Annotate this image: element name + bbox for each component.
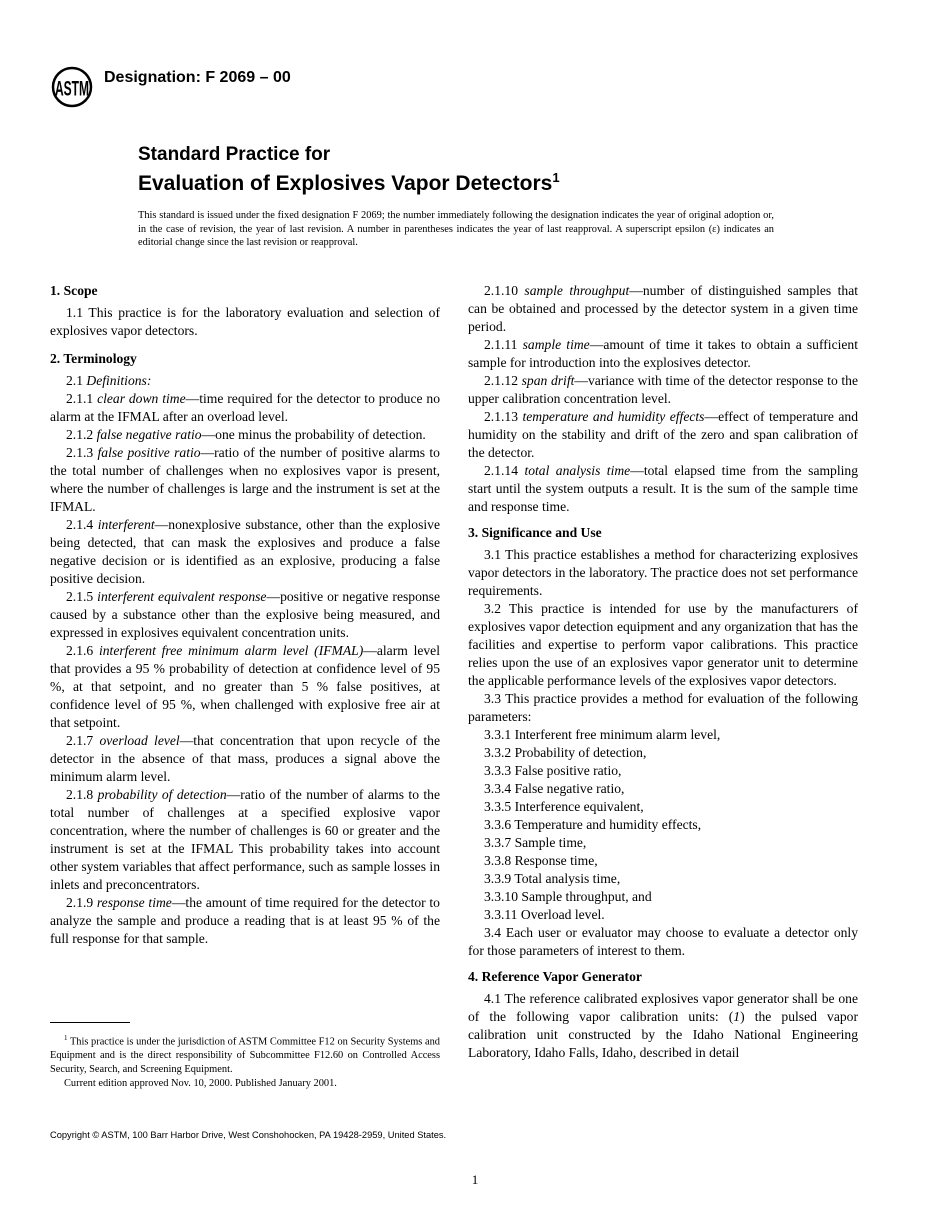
definition-2-1-9: 2.1.9 response time—the amount of time required for the detector to analyze the sample and produce a reading that is at least 95 % of the full response for that sample. [50, 895, 440, 946]
reference-number: 1 [733, 1009, 741, 1024]
paragraph-2-1: 2.1 Definitions: [66, 373, 152, 388]
definition-2-1-3: 2.1.3 false positive ratio—ratio of the number of positive alarms to the total number of challenges when no explosives vapor is present, where the number of challenges is large and the instrument is set at the IFMAL. [50, 445, 440, 514]
document-title [138, 144, 560, 196]
section-heading-significance: 3. Significance and Use [468, 525, 602, 540]
footnote-mark: 1 [64, 1034, 68, 1042]
standard-notice: This standard is issued under the fixed designation F 2069; the number immediately following the designation indicates the year of original adoption or, in the case of revision, the year of last revision. A number in parentheses indicates the year of last reapproval. A superscript epsilon (ε) indicates an editorial change since the last revision or reapproval. [138, 210, 774, 248]
page-number: 1 [471, 1172, 479, 1187]
definition-2-1-14: 2.1.14 total analysis time—total elapsed time from the sampling start until the system outputs a result. It is the sum of the sample time and response time. [468, 463, 858, 514]
section-heading-terminology: 2. Terminology [50, 351, 137, 366]
footnote [50, 1031, 440, 1091]
footnote-text: $^1$ This practice is under the jurisdiction of ASTM Committee F12 on Security Systems and Equipment and is the direct responsibility of Subcommittee F12.60 on Controlled Access Security, Search, and Screening Equipment. [50, 1034, 440, 1076]
definition-2-1-11: 2.1.11 sample time—amount of time it takes to obtain a sufficient sample for introduction into the explosives detector. [468, 337, 858, 370]
section-heading-scope: 1. Scope [50, 283, 98, 298]
title-line-1: Standard Practice for [138, 144, 331, 165]
definition-2-1-2: 2.1.2 false negative ratio—one minus the probability of detection. [66, 427, 426, 442]
astm-logo [48, 66, 96, 108]
paragraph-3-4: 3.4 Each user or evaluator may choose to evaluate a detector only for those parameters of interest to them. [468, 925, 858, 958]
paragraph-3-3: 3.3 This practice provides a method for evaluation of the following parameters: [468, 691, 858, 724]
list-item: 3.3.11 Overload level. [484, 907, 605, 922]
definition-2-1-12: 2.1.12 span drift—variance with time of the detector response to the upper calibration concentration level. [468, 373, 858, 406]
definition-2-1-6: 2.1.6 interferent free minimum alarm level (IFMAL)—alarm level that provides a 95 % probability of detection at confidence level of 95 %, at that setpoint, and no greater than 5 % false positives, at confidence level of 95 %, when challenged with explosive free air at that setpoint. [50, 643, 440, 730]
designation: Designation: F 2069 – 00 [104, 69, 291, 86]
left-column [50, 282, 440, 948]
right-column [468, 282, 858, 1062]
title-footnote-mark: 1 [552, 170, 560, 185]
list-item: 3.3.9 Total analysis time, [484, 871, 621, 886]
copyright: Copyright © ASTM, 100 Barr Harbor Drive, West Conshohocken, PA 19428-2959, United States. [50, 1130, 447, 1140]
footnote-edition: Current edition approved Nov. 10, 2000. Published January 2001. [64, 1078, 337, 1090]
list-item: 3.3.4 False negative ratio, [484, 781, 625, 796]
definition-2-1-10: 2.1.10 sample throughput—number of distinguished samples that can be obtained and processed by the detector system in a given time period. [468, 283, 859, 334]
list-item: 3.3.3 False positive ratio, [484, 763, 622, 778]
paragraph-4-1: 4.1 The reference calibrated explosives vapor generator shall be one of the following vapor calibration units: (1) the pulsed vapor calibration unit constructed by the Idaho National Engineering Laboratory, Idaho Falls, Idaho, described in detail [468, 991, 858, 1060]
list-item: 3.3.2 Probability of detection, [484, 745, 647, 760]
list-item: 3.3.6 Temperature and humidity effects, [484, 817, 702, 832]
definition-2-1-7: 2.1.7 overload level—that concentration that upon recycle of the detector in the absence of that mass, produces a signal above the minimum alarm level. [50, 733, 440, 784]
footnote-rule [50, 1022, 130, 1023]
definition-2-1-1: 2.1.1 clear down time—time required for the detector to produce no alarm at the IFMAL after an overload level. [50, 391, 441, 424]
list-item: 3.3.5 Interference equivalent, [484, 799, 644, 814]
paragraph-1-1: 1.1 This practice is for the laboratory evaluation and selection of explosives vapor detectors. [50, 305, 440, 338]
astm-logo-text: ASTM [55, 76, 89, 101]
definition-2-1-13: 2.1.13 temperature and humidity effects—effect of temperature and humidity on the stability and drift of the zero and span calibration of the detector. [468, 409, 858, 460]
list-item: 3.3.10 Sample throughput, and [484, 889, 652, 904]
list-item: 3.3.8 Response time, [484, 853, 598, 868]
list-item: 3.3.7 Sample time, [484, 835, 587, 850]
paragraph-3-1: 3.1 This practice establishes a method for characterizing explosives vapor detectors in the laboratory. The practice does not set performance requirements. [468, 547, 858, 598]
definition-2-1-8: 2.1.8 probability of detection—ratio of the number of alarms to the total number of challenges at a specified explosive vapor concentration, where the number of challenges is 60 or greater and the instrument is set at the IFMAL This probability takes into account other system variables that affect performance, such as sample losses in inlets and preconcentrators. [50, 787, 440, 892]
definition-2-1-5: 2.1.5 interferent equivalent response—positive or negative response caused by a substance other than the explosive being measured, and expressed in explosives equivalent concentration units. [50, 589, 440, 640]
paragraph-3-2: 3.2 This practice is intended for use by the manufacturers of explosives vapor detection equipment and any organization that has the facilities and expertise to perform vapor calibrations. This practice relies upon the use of an explosives vapor generator unit to determine the applicable performance levels of the explosives vapor detectors. [468, 601, 858, 688]
section-heading-reference-vapor-generator: 4. Reference Vapor Generator [468, 969, 642, 984]
definition-2-1-4: 2.1.4 interferent—nonexplosive substance, other than the explosive being detected, that can mask the explosives and produce a false negative decision or is identified as an explosive, producing a false positive decision. [50, 517, 440, 586]
list-item: 3.3.1 Interferent free minimum alarm level, [484, 727, 721, 742]
title-line-2: Evaluation of Explosives Vapor Detectors$^1$ [138, 170, 560, 195]
